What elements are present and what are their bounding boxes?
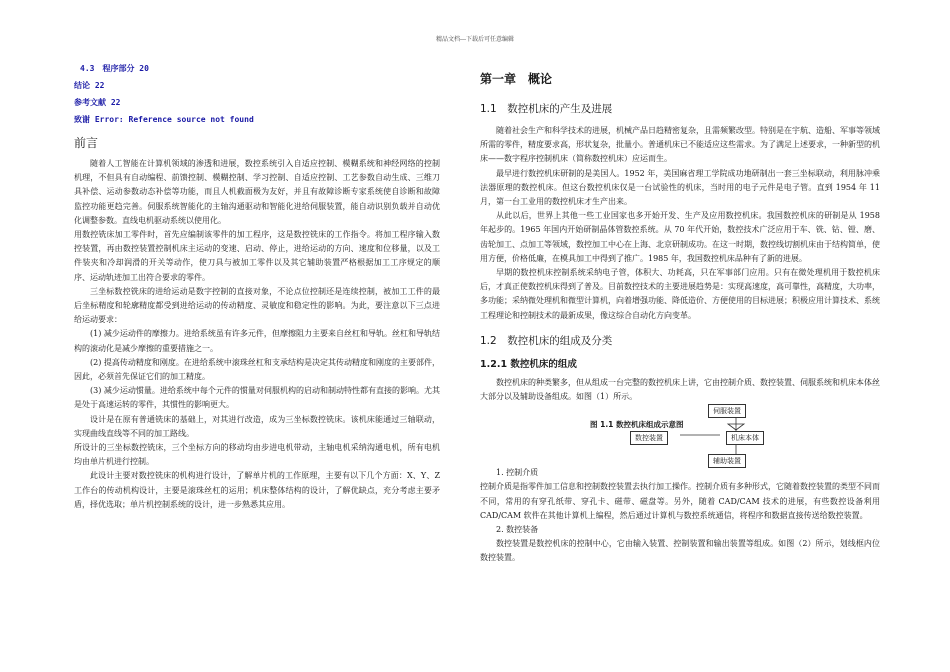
paragraph: 2. 数控装备: [496, 525, 539, 535]
section-1-2-1-continued: [480, 466, 880, 565]
box-servo: 伺服装置: [708, 404, 746, 418]
paragraph: 早期的数控机床控制系统采纳电子管，体积大、功耗高，只在军事部门应用。只有在微处理机用于数控机床后，才真正使数控机床得到了普及。目前数控技术的主要进展趋势是：实现高速度，高可靠性，高精度，大功率，多功能；采纳微处理机和微型计算机，向着增强功能、降低造价、方便使用的目标进展；积极应用计算技术、系统工程理论和控制技术的最新成果，像这综合自动化方向变革。: [480, 268, 880, 320]
paragraph: 所设计的三坐标数控铣床，三个坐标方向的移动均由步进电机带动，主轴电机采纳沟通电机，所有电机均由单片机进行控制。: [74, 443, 440, 467]
figure-connectors: [480, 404, 880, 466]
paragraph: 随着社会生产和科学技术的进展，机械产品日趋精密复杂，且需频繁改型。特别是在宇航、造船、军事等领域所需的零件，精度要求高，形状复杂，批量小。普通机床已不能适应这些需求。为了满足上述要求，一种新型的机床——数字程序控制机床（简称数控机床）应运而生。: [480, 126, 880, 164]
box-nc-device: 数控装置: [630, 431, 668, 445]
section-1-1-title: 1.1 数控机床的产生及进展: [480, 103, 613, 115]
paragraph: 用数控铣床加工零件时，首先应编制该零件的加工程序，这是数控铣床的工作指令。将加工程序输入数控装置，再由数控装置控制机床主运动的变速、启动、停止，进给运动的方向、速度和位移量，以及工件装夹和冷却润滑的开关等动作，使刀具与被加工零件以及其它辅助装置严格根据加工工序规定的顺序、运动轨迹加工出符合要求的零件。: [74, 230, 440, 282]
section-1-1-body: [480, 124, 880, 323]
paragraph: 最早进行数控机床研制的是美国人。1952 年，美国麻省理工学院成功地研制出一套三坐标联动，利用脉冲乘法器原理的数控机床。但这台数控机床仅是一台试验性的机床，当时用的电子元件是电子管。直到 1954 年 11 月，第一台工业用的数控机床才生产出来。: [480, 168, 880, 207]
paragraph: 随着人工智能在计算机领域的渗透和进展，数控系统引入自适应控制、模糊系统和神经网络的控制机理，不但具有自动编程、前馈控制、模糊控制、学习控制、自适应控制、工艺参数自动生成、三维刀具补偿、运动参数动态补偿等功能，而且人机截面极为友好，并且有故障诊断专家系统使自诊断和故障监控功能更趋完善。伺服系统智能化的主轴沟通驱动和智能化进给伺服装置，能自动识别负载并自动优化调整参数。直线电机驱动系统以使用化。: [74, 159, 440, 225]
right-column: [480, 60, 880, 566]
paragraph: 此设计主要对数控铣床的机构进行设计，了解单片机的工作原理，主要有以下几个方面：X、Y、Z 工作台的传动机构设计，主要是滚珠丝杠的运用；机床整体结构的设计，了解优缺点，充分考虑主要矛盾，择优选取；单片机控制系统的设计，进一步熟悉其应用。: [74, 471, 440, 509]
section-1-2-title: 1.2 数控机床的组成及分类: [480, 334, 613, 347]
paragraph: 数控装置是数控机床的控制中心，它由输入装置、控制装置和输出装置等组成。如图（2）所示，划线框内位数控装置。: [480, 539, 880, 563]
composition-figure: [480, 404, 880, 466]
toc-entry[interactable]: 结论 22: [74, 81, 105, 90]
figure-caption: 图 1.1 数控机床组成示意图: [590, 420, 684, 430]
section-1-2-1-title: 1.2.1 数控机床的组成: [480, 358, 577, 370]
paragraph: 三坐标数控铣床的进给运动是数字控制的直接对象，不论点位控制还是连续控制，被加工工件的最后坐标精度和轮廓精度都受到进给运动的传动精度、灵敏度和稳定性的影响。为此，要注意以下三点进给运动要求：: [74, 286, 440, 325]
box-machine-body: 机床本体: [726, 431, 764, 445]
preface-body: [74, 157, 440, 512]
chapter-title: 第一章 概论: [480, 72, 553, 86]
paragraph: (2) 提高传动精度和刚度。在进给系统中滚珠丝杠和支承结构是决定其传动精度和刚度的主要部件，因此，必须首先保证它们的加工精度。: [74, 357, 440, 382]
paragraph: 控制介质是指零件加工信息和控制数控装置去执行加工操作。控制介质有多种形式，它随着数控装置的类型不同而不同，常用的有穿孔纸带、穿孔卡、磁带、磁盘等。另外，随着 CAD/CAM 技术的进展，有些数控设备利用 CAD/CAM 软件在其他计算机上编程，然后通过计算机与数控系统通信，将程序和数据直接传送给数控装置。: [480, 482, 880, 520]
toc-entry[interactable]: 致谢 Error: Reference source not found: [74, 115, 254, 124]
toc-entry[interactable]: 4.3 程序部分 20: [80, 64, 149, 73]
paragraph: (3) 减少运动惯量。进给系统中每个元件的惯量对伺服机构的启动和制动特性都有直接的影响。尤其是处于高速运转的零件，其惯性的影响更大。: [74, 386, 440, 410]
paragraph: (1) 减少运动件的摩擦力。进给系统虽有许多元件，但摩擦阻力主要来自丝杠和导轨。丝杠和导轨结构的滚动化是减少摩擦的重要措施之一。: [74, 329, 440, 353]
paragraph: 数控机床的种类繁多，但从组成一台完整的数控机床上讲，它由控制介质、数控装置、伺服系统和机床本体丝大部分以及辅助设备组成。如图（1）所示。: [480, 377, 880, 402]
box-auxiliary: 辅助装置: [708, 454, 746, 468]
toc-entry[interactable]: 参考文献 22: [74, 98, 121, 107]
section-1-2-1-body: [480, 376, 880, 404]
left-column: [74, 60, 440, 512]
preface-title: 前言: [74, 136, 99, 150]
paragraph: 从此以后，世界上其他一些工业国家也多开始开发、生产及应用数控机床。我国数控机床的研制是从 1958 年起步的。1965 年国内开始研制晶体管数控系统。从 70 年代开始，数控技术广泛应用于车、铣、钻、镗、磨、齿轮加工、点加工等领域，数控加工中心在上海、北京研制成功。在这一时期，数控线切割机床由于结构简单，使用方便，价格低廉，在模具加工中得到了推广。1985 年，我国数控机床品种有了新的进展。: [480, 211, 880, 263]
table-of-contents: [74, 60, 440, 128]
page-header: 精品文档---下载后可任意编辑: [435, 36, 515, 43]
paragraph: 设计是在原有普通铣床的基础上，对其进行改造，成为三坐标数控铣床。该机床能通过三轴联动，实现曲线直线等不同的加工路线。: [74, 414, 440, 438]
paragraph: 1. 控制介质: [496, 468, 539, 478]
